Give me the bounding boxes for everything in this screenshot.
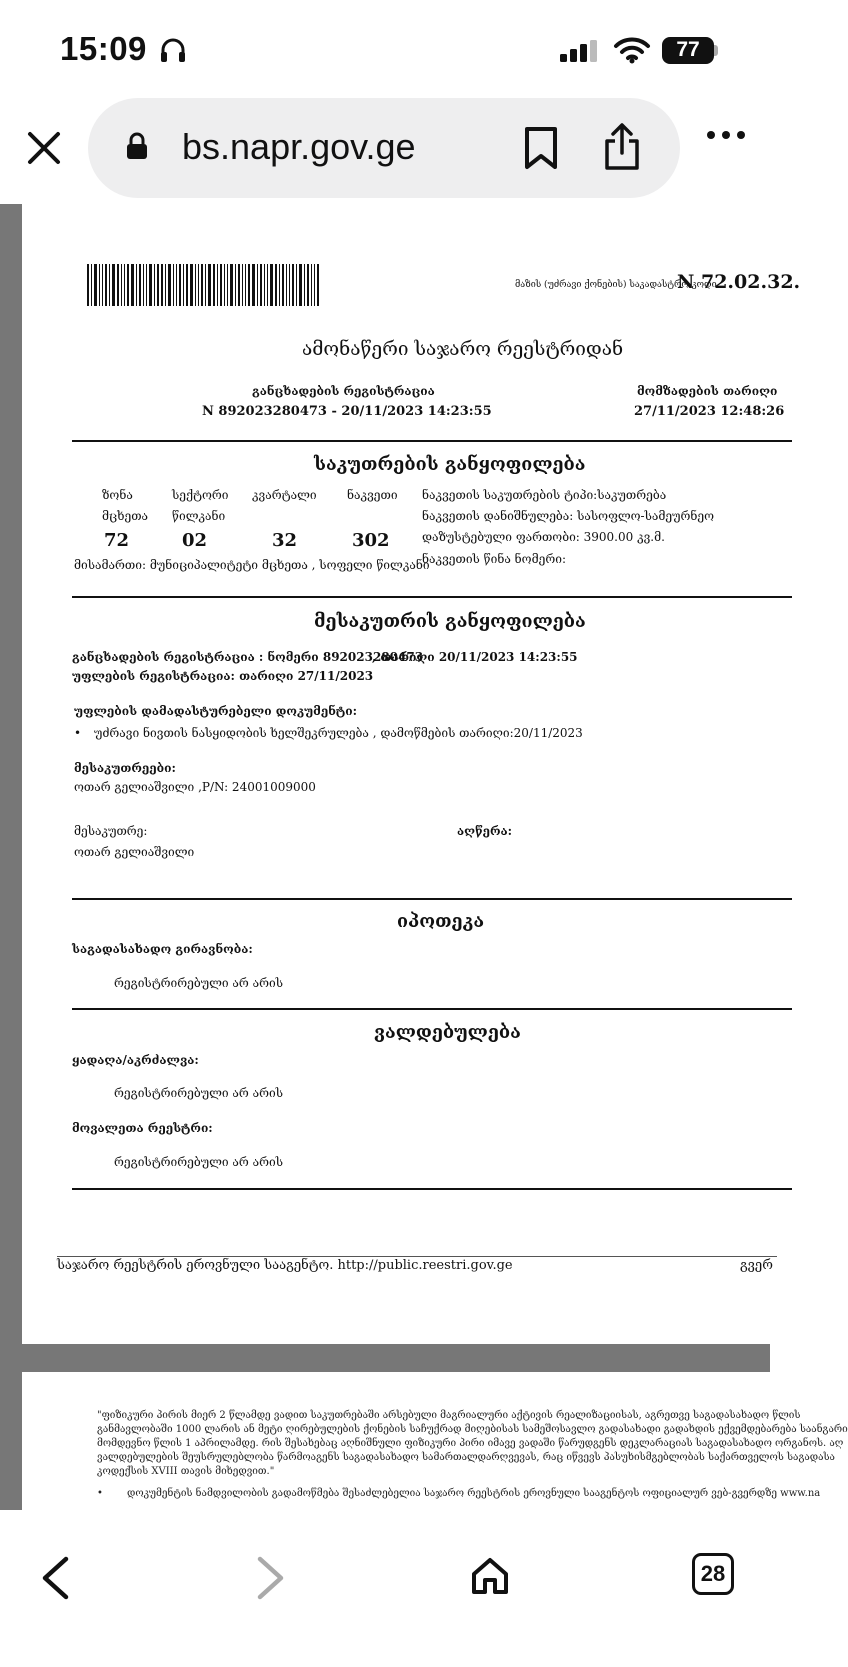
pdf-page-1	[22, 204, 801, 1344]
barcode-bar	[131, 264, 134, 306]
barcode-bar	[311, 264, 312, 306]
barcode-caption: მაზის (უძრავი ქონების) საკადასტრო კოდი	[515, 280, 717, 290]
barcode-bar	[235, 264, 236, 306]
barcode-bar	[252, 264, 255, 306]
tabs-button[interactable]: 28	[692, 1553, 734, 1595]
barcode-bar	[279, 264, 280, 306]
barcode-bar	[121, 264, 122, 306]
prep-date-label: მომზადების თარიღი	[637, 384, 778, 398]
divider	[72, 1008, 792, 1010]
barcode-bar	[94, 264, 97, 306]
barcode-bar	[112, 264, 115, 306]
plot-code: 302	[352, 530, 390, 551]
barcode-bar	[220, 264, 222, 306]
barcode	[87, 264, 362, 306]
barcode-bar	[109, 264, 110, 306]
barcode-bar	[143, 264, 144, 306]
seizure-value: რეგისტრირებული არ არის	[114, 1086, 283, 1100]
page2-line: დოკუმენტის ნამდვილობის გადამოწმება შესაძლებელია საჯარო რეესტრის ეროვნული სააგენტოს ოფიციალურ ვებ-გვერდზე www.na	[127, 1488, 821, 1499]
footer-divider	[57, 1256, 777, 1257]
address-bar[interactable]	[88, 98, 680, 198]
barcode-bar	[230, 264, 233, 306]
headphones-icon	[160, 37, 186, 63]
tax-lien-label: საგადასახადო გირავნობა:	[72, 942, 253, 956]
tax-lien-value: რეგისტრირებული არ არის	[114, 976, 283, 990]
owner-label: მესაკუთრე:	[74, 824, 148, 838]
document-number: N 72.02.32.	[677, 271, 801, 293]
owner-value: ოთარ გელიაშვილი	[74, 845, 195, 859]
debtors-value: რეგისტრირებული არ არის	[114, 1155, 283, 1169]
barcode-bar	[217, 264, 218, 306]
divider	[72, 596, 792, 598]
plot-designation: ნაკვეთის დანიშნულება: სასოფლო-სამეურნეო	[422, 509, 715, 523]
barcode-bar	[304, 264, 305, 306]
barcode-bar	[154, 264, 155, 306]
barcode-bar	[245, 264, 246, 306]
barcode-bar	[127, 264, 129, 306]
owner-app-reg-date: , თარიღი 20/11/2023 14:23:55	[372, 650, 578, 664]
barcode-bar	[99, 264, 100, 306]
page2-line: განმავლობაში 1000 ლარის ან მეტი ღირებულების ქონების საჩუქრად მიღებისას სამეშოსავლო გადასახადი გადახდის ექვემდებარება საანგარი	[97, 1424, 848, 1435]
barcode-bar	[157, 264, 159, 306]
bullet: •	[74, 726, 82, 740]
barcode-bar	[282, 264, 284, 306]
barcode-bar	[317, 264, 319, 306]
bookmark-icon[interactable]	[524, 126, 558, 170]
barcode-bar	[227, 264, 228, 306]
lock-icon	[126, 132, 148, 160]
barcode-bar	[208, 264, 211, 306]
barcode-bar	[186, 264, 188, 306]
app-reg-value: N 892023280473 - 20/11/2023 14:23:55	[202, 404, 492, 419]
quarter-code: 32	[272, 530, 298, 551]
owner-app-reg: განცხადების რეგისტრაცია : ნომერი 892023280473	[72, 650, 424, 664]
status-time: 15:09	[60, 30, 147, 67]
barcode-bar	[146, 264, 147, 306]
battery-level: 77	[676, 38, 700, 61]
barcode-bar	[87, 264, 89, 306]
more-options-icon[interactable]	[706, 130, 746, 140]
barcode-bar	[257, 264, 258, 306]
mortgage-section-heading: იპოთეკა	[397, 911, 485, 932]
page-footer-right: გვერ	[740, 1258, 773, 1273]
owners-label: მესაკუთრეები:	[74, 761, 176, 775]
seizure-label: ყადაღა/აკრძალვა:	[72, 1053, 199, 1067]
barcode-bar	[238, 264, 240, 306]
debtors-label: მოვალეთა რეესტრი:	[72, 1121, 213, 1135]
url-text: bs.napr.gov.ge	[182, 126, 416, 167]
barcode-bar	[296, 264, 297, 306]
obligations-section-heading: ვალდებულება	[374, 1022, 521, 1043]
sector-code: 02	[182, 530, 208, 551]
quarter-label: კვარტალი	[252, 488, 317, 502]
sector-label: სექტორი	[172, 488, 229, 502]
prep-date-value: 27/11/2023 12:48:26	[634, 404, 785, 419]
barcode-bar	[149, 264, 152, 306]
right-registration: უფლების რეგისტრაცია: თარიღი 27/11/2023	[72, 669, 374, 683]
barcode-bar	[201, 264, 203, 306]
barcode-bar	[270, 264, 273, 306]
address: მისამართი: მუნიციპალიტეტი მცხეთა , სოფელი წილკანი	[74, 558, 430, 572]
barcode-bar	[168, 264, 171, 306]
barcode-bar	[275, 264, 277, 306]
barcode-bar	[248, 264, 250, 306]
forward-icon[interactable]	[256, 1556, 286, 1600]
barcode-bar	[139, 264, 141, 306]
barcode-bar	[136, 264, 137, 306]
divider	[72, 898, 792, 900]
pdf-viewer[interactable]	[0, 204, 848, 1510]
divider	[72, 440, 792, 442]
page2-line: მომდევნო წლის 1 აპრილამდე. რის შესახებაც აღნიშნული ფიზიკური პირი იმავე ვადაში წარუდგენს დეკლარაციას საგადასახადო ორგანოს. აღ	[97, 1438, 844, 1449]
basis-item: უძრავი ნივთის ნასყიდობის ხელშეკრულება , დამოწმების თარიღი:20/11/2023	[94, 726, 583, 740]
zone-label: ზონა	[102, 488, 133, 502]
barcode-bar	[173, 264, 174, 306]
divider	[72, 1188, 792, 1190]
barcode-bar	[179, 264, 181, 306]
barcode-bar	[117, 264, 119, 306]
page2-line: ვალდებულების შეუსრულებლობა წარმოაგენს საგადასახადო სამართალდარღვევას, რაც იწვევს პასუხისმგებლობას საქართველოს საგადასა	[97, 1452, 835, 1463]
owners-value: ოთარ გელიაშვილი ,P/N: 24001009000	[74, 780, 316, 794]
bottom-toolbar	[0, 1510, 770, 1667]
barcode-bar	[242, 264, 243, 306]
page-title: ამონაწერი საჯარო რეესტრიდან	[302, 338, 624, 360]
barcode-bar	[205, 264, 206, 306]
wifi-icon	[614, 36, 650, 64]
sector-name: წილკანი	[172, 509, 226, 523]
bullet: •	[97, 1488, 103, 1499]
barcode-bar	[124, 264, 125, 306]
barcode-bar	[264, 264, 265, 306]
barcode-bar	[289, 264, 290, 306]
close-icon[interactable]	[24, 128, 64, 168]
battery-icon	[662, 37, 717, 64]
status-bar	[0, 0, 770, 100]
barcode-bar	[190, 264, 193, 306]
page-footer: საჯარო რეესტრის ეროვნული სააგენტო. http://public.reestri.gov.ge	[57, 1258, 513, 1273]
barcode-bar	[267, 264, 268, 306]
description-label: აღწერა:	[457, 824, 513, 838]
barcode-bar	[213, 264, 215, 306]
share-icon[interactable]	[603, 123, 641, 171]
basis-label: უფლების დამადასტურებელი დოკუმენტი:	[74, 704, 358, 718]
barcode-bar	[195, 264, 196, 306]
previous-number: ნაკვეთის წინა ნომერი:	[422, 552, 566, 566]
zone-code: 72	[104, 530, 130, 551]
barcode-bar	[102, 264, 103, 306]
barcode-bar	[292, 264, 294, 306]
barcode-bar	[260, 264, 262, 306]
barcode-bar	[299, 264, 302, 306]
owner-section-heading: მესაკუთრის განყოფილება	[314, 611, 586, 632]
app-reg-label: განცხადების რეგისტრაცია	[252, 384, 435, 398]
barcode-bar	[176, 264, 177, 306]
barcode-bar	[286, 264, 287, 306]
plot-area: დაზუსტებული ფართობი: 3900.00 კვ.მ.	[422, 530, 665, 544]
back-icon[interactable]	[40, 1556, 70, 1600]
ownership-type: ნაკვეთის საკუთრების ტიპი:საკუთრება	[422, 488, 667, 502]
barcode-bar	[161, 264, 163, 306]
page2-line: კოდექსის XVIII თავის მიხედვით."	[97, 1466, 275, 1477]
barcode-bar	[198, 264, 199, 306]
cellular-signal-icon	[560, 40, 600, 62]
home-icon[interactable]	[470, 1556, 510, 1596]
barcode-bar	[224, 264, 225, 306]
page2-line: "ფიზიკური პირის მიერ 2 წლამდე ვადით საკუთრებაში არსებული მაგრიალური აქტივის რეალიზაციისას, აგრეთვე საგადასახადო წლის	[97, 1410, 801, 1421]
barcode-bar	[314, 264, 315, 306]
property-section-heading: საკუთრების განყოფილება	[314, 454, 586, 475]
barcode-bar	[165, 264, 166, 306]
barcode-bar	[307, 264, 309, 306]
plot-label: ნაკვეთი	[347, 488, 398, 502]
zone-name: მცხეთა	[102, 509, 149, 523]
barcode-bar	[183, 264, 184, 306]
barcode-bar	[105, 264, 107, 306]
barcode-bar	[91, 264, 92, 306]
